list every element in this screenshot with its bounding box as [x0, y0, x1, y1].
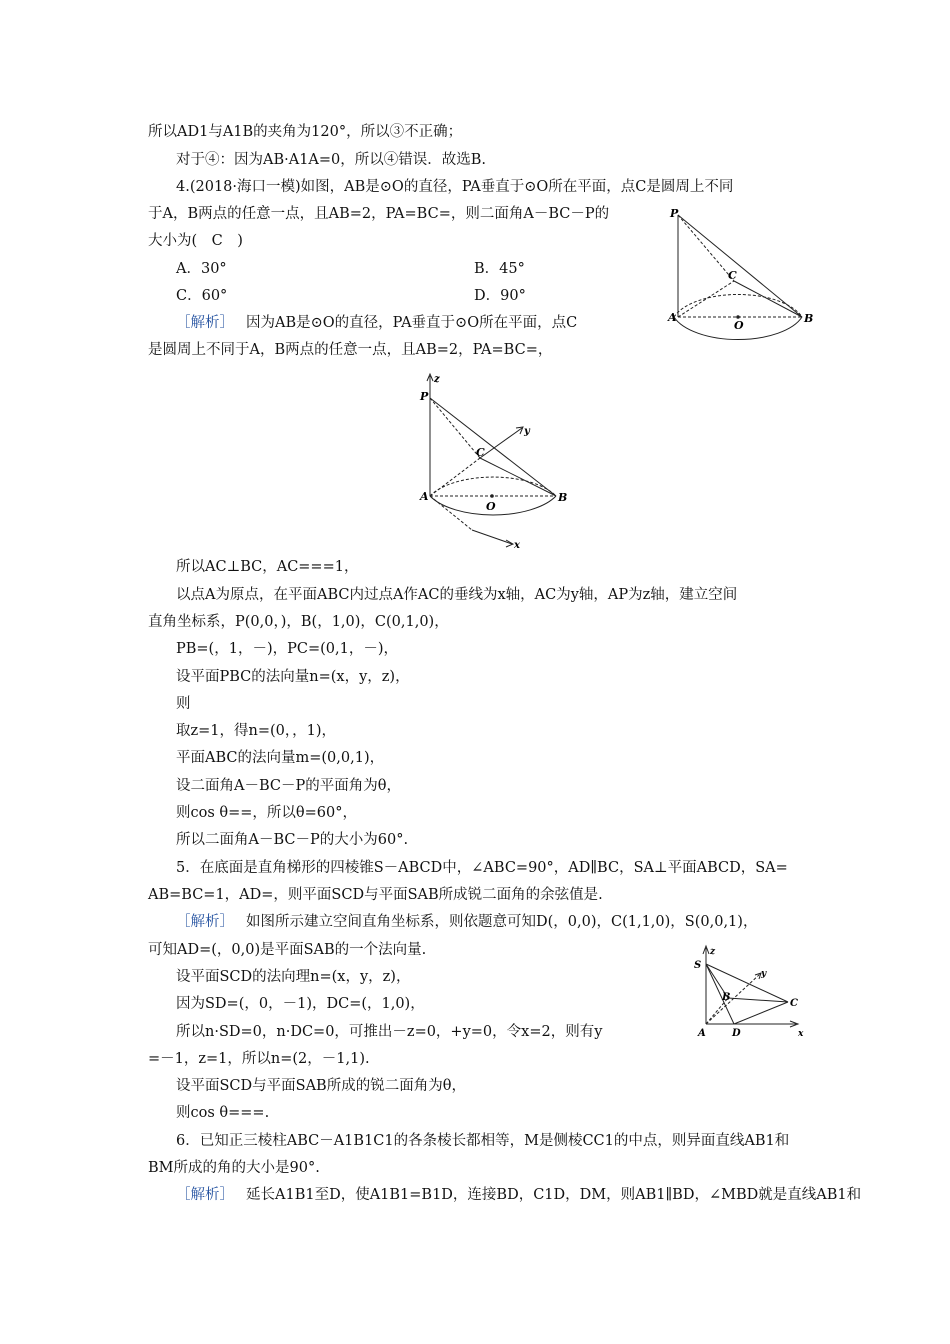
analysis-tag: ［解析］ [176, 1187, 234, 1203]
text-line: 5．在底面是直角梯形的四棱锥S－ABCD中，∠ABC=90°，AD∥BC，SA⊥平面ABCD，SA= [176, 860, 788, 876]
fig1-label-o: O [734, 319, 744, 332]
choice-d: D．90° [474, 288, 526, 304]
text-line: BM所成的角的大小是90°. [148, 1160, 320, 1176]
text-line: PB=(，1，－)，PC=(0,1，－)， [176, 641, 398, 657]
text-line: 取z=1，得n=(0，，1)， [176, 723, 337, 739]
text-line: 以点A为原点，在平面ABC内过点A作AC的垂线为x轴，AC为y轴，AP为z轴，建立空间 [176, 587, 738, 603]
fig2-label-z: z [434, 374, 440, 385]
text-line: 则cos θ===. [176, 1105, 270, 1121]
text-line: 平面ABC的法向量m=(0,0,1)， [176, 750, 385, 766]
text-line: 则 [176, 696, 191, 712]
fig1-label-c: C [728, 269, 737, 282]
text-line: 所以n·SD=0，n·DC=0，可推出－z=0，+y=0，令x=2，则有y [176, 1024, 603, 1040]
fig2-label-p: P [420, 390, 429, 403]
figure-pyramid [692, 940, 810, 1042]
text-line: 大小为( C ) [148, 233, 243, 249]
text-line: 于A，B两点的任意一点，且AB=2，PA=BC=，则二面角A－BC－P的 [148, 206, 610, 222]
fig3-label-x: x [798, 1029, 804, 1039]
text-line: 设二面角A－BC－P的平面角为θ， [176, 778, 401, 794]
fig1-label-b: B [804, 312, 814, 325]
fig2-label-a: A [420, 490, 429, 503]
analysis-tag: ［解析］ [176, 315, 234, 331]
fig3-label-d: D [732, 1028, 741, 1039]
text-line: 可知AD=(，0,0)是平面SAB的一个法向量. [148, 942, 427, 958]
text-line: 设平面PBC的法向量n=(x，y，z)， [176, 669, 410, 685]
text-line: 4.(2018·海口一模)如图，AB是⊙O的直径，PA垂直于⊙O所在平面，点C是圆周上不同 [176, 179, 734, 195]
analysis-tag: ［解析］ [176, 914, 234, 930]
fig2-label-x: x [514, 540, 520, 551]
fig3-label-y: y [761, 969, 767, 979]
text-line: 因为AB是⊙O的直径，PA垂直于⊙O所在平面，点C [246, 315, 578, 331]
fig2-label-b: B [558, 491, 568, 504]
fig3-label-a: A [698, 1028, 706, 1039]
text-line: 设平面SCD与平面SAB所成的锐二面角为θ， [176, 1078, 466, 1094]
text-line: AB=BC=1，AD=，则平面SCD与平面SAB所成锐二面角的余弦值是. [148, 887, 603, 903]
choice-b: B．45° [474, 261, 525, 277]
fig3-label-b: B [722, 992, 731, 1003]
figure-circle-coords [414, 368, 584, 554]
text-line: 如图所示建立空间直角坐标系，则依题意可知D(，0,0)，C(1,1,0)，S(0,0,1)， [246, 914, 758, 930]
text-line: 则cos θ==，所以θ=60°， [176, 805, 358, 821]
text-line: 是圆周上不同于A，B两点的任意一点，且AB=2，PA=BC=， [148, 342, 553, 358]
choice-a: A．30° [176, 261, 227, 277]
text-line: =－1，z=1，所以n=(2，－1,1). [148, 1051, 370, 1067]
choice-c: C．60° [176, 288, 228, 304]
text-line: 所以AD1与A1B的夹角为120°，所以③不正确； [148, 124, 463, 140]
text-line: 直角坐标系，P(0,0，)，B(，1,0)，C(0,1,0)， [148, 614, 449, 630]
fig1-label-a: A [668, 311, 677, 324]
figure-circle-cone [664, 205, 824, 355]
text-line: 6．已知正三棱柱ABC－A1B1C1的各条棱长都相等，M是侧棱CC1的中点，则异面直线AB1和 [176, 1133, 790, 1149]
fig2-label-c: C [476, 446, 485, 459]
text-line: 所以二面角A－BC－P的大小为60°. [176, 832, 409, 848]
fig1-label-p: P [670, 207, 679, 220]
fig3-label-z: z [710, 947, 716, 957]
text-line: 因为SD=(，0，－1)，DC=(，1,0)， [176, 996, 425, 1012]
text-line: 设平面SCD的法向理n=(x，y，z)， [176, 969, 411, 985]
text-line: 延长A1B1至D，使A1B1=B1D，连接BD，C1D，DM，则AB1∥BD，∠MBD就是直线AB1和 [246, 1187, 862, 1203]
text-line: 对于④：因为AB·A1A=0，所以④错误．故选B. [176, 152, 487, 168]
text-line: 所以AC⊥BC，AC===1， [176, 559, 359, 575]
fig2-label-o: O [486, 500, 496, 513]
fig3-label-s: S [694, 960, 702, 971]
fig2-label-y: y [524, 426, 530, 437]
fig3-label-c: C [790, 998, 798, 1009]
